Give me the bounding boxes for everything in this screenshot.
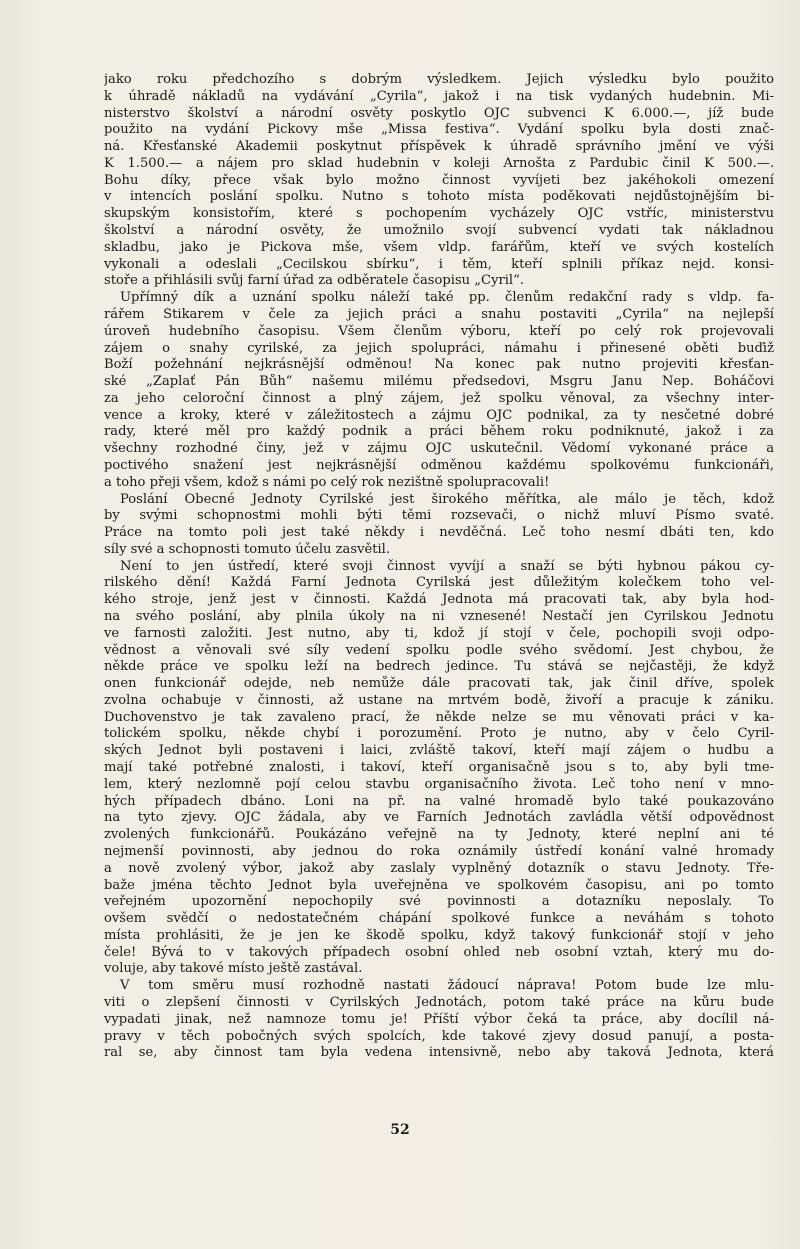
text-line: úroveň hudebního časopisu. Všem členům výboru, kteří po celý rok projevovali [104, 323, 774, 339]
text-line: vence a kroky, které v záležitostech a zájmu OJC podnikal, za ty nesčetné dobré [104, 407, 774, 423]
text-line: viti o zlepšení činnosti v Cyrilských Jednotách, potom také práce na kůru bude [104, 994, 774, 1010]
text-line: poctivého snažení jest nejkrásnější odměnou každému spolkovému funkcionáři, [104, 457, 774, 473]
text-line: ských Jednot byli postaveni i laici, zvláště takoví, kteří mají zájem o hudbu a [104, 743, 774, 759]
text-line: a toho přeji všem, kdož s námi po celý rok nezištně spolupracovali! [104, 474, 550, 490]
text-line: Duchovenstvo je tak zavaleno prací, že někde nelze se mu věnovati práci v ka- [104, 709, 774, 725]
text-line: ral se, aby činnost tam byla vedena intensivně, nebo aby taková Jednota, která [104, 1045, 774, 1061]
text-line: ovšem svědčí o nedostatečném chápání spolkové funkce a neváhám s tohoto [104, 911, 774, 927]
text-line: Práce na tomto poli jest také někdy i nevděčná. Leč toho nesmí dbáti ten, kdo [104, 525, 774, 541]
text-line: rářem Štikarem v čele za jejich práci a snahu postaviti „Cyrila“ na nejlepší [104, 306, 774, 322]
text-line: zvolna ochabuje v činnosti, až ustane na mrtvém bodě, živoří a pracuje k zániku. [104, 692, 774, 708]
text-line: na svého poslání, aby plnila úkoly na ni vznesené! Nestačí jen Cyrilskou Jednotu [104, 609, 774, 624]
text-line: baže jména těchto Jednot byla uveřejněna ve spolkovém časopisu, ani po tomto [104, 877, 774, 893]
text-line: Bohu díky, přece však bylo možno činnost vyvíjeti bez jakéhokoli omezení [104, 172, 774, 188]
text-line: vypadati jinak, než namnoze tomu je! Příští výbor čeká ta práce, aby docílil ná- [104, 1011, 774, 1027]
text-line: V tom směru musí rozhodně nastati žádoucí náprava! Potom bude lze mlu- [120, 978, 774, 994]
text-line: někde práce ve spolku leží na bedrech jedince. Tu stává se nejčastěji, že když [104, 659, 774, 675]
text-line: všechny rozhodné činy, jež v zájmu OJC uskutečnil. Vědomí vykonané práce a [104, 441, 774, 457]
text-line: Upřímný dík a uznání spolku náleží také pp. členům redakční rady s vldp. fa- [120, 290, 774, 306]
text-line: skupským konsistořím, které s pochopením vycházely OJC vstříc, ministerstvu [104, 206, 774, 222]
page-number: 52 [390, 1122, 410, 1138]
text-line: onen funkcionář odejde, neb nemůže dále pracovati tak, jak činil dříve, spolek [104, 676, 774, 692]
text-line: čele! Bývá to v takových případech osobní ohled neb osobní vztah, který mu do- [104, 944, 774, 960]
text-line: za jeho celoroční činnost a plný zájem, jež spolku věnoval, za všechny inter- [104, 390, 774, 406]
text-line: školství a národní osvěty, že umožnilo svojí subvencí vydati tak nákladnou [104, 223, 774, 239]
text-line: Boží požehnání nejkrásnější odměnou! Na konec pak nutno projeviti křesťan- [104, 357, 774, 373]
text-line: kého stroje, jenž jest v činnosti. Každá Jednota má pracovati tak, aby byla hod- [104, 592, 774, 608]
text-line: zájem o snahy cyrilské, za jejich spolupráci, námahu i přinesené oběti buďiž [104, 340, 774, 356]
text-line: Není to jen ústředí, které svoji činnost vyvíjí a snaží se býti hybnou pákou cy- [120, 558, 774, 574]
text-line: stoře a přihlásili svůj farní úřad za odběratele časopisu „Cyril“. [104, 273, 524, 289]
text-line: a nově zvolený výbor, jakož aby zaslaly vyplněný dotazník o stavu Jednoty. Tře- [104, 860, 774, 876]
text-line: veřejném upozornění nepochopily své povinnosti a dotazníku neposlaly. To [104, 894, 774, 910]
text-line: nisterstvo školství a národní osvěty poskytlo OJC subvenci K 6.000.—, jíž bude [104, 105, 774, 121]
text-line: místa prohlásiti, že je jen ke škodě spolku, když takový funkcionář stojí v jeho [104, 927, 774, 943]
text-line: vědnost a věnovali své síly vedení spolku podle svého svědomí. Jest chybou, že [104, 642, 774, 658]
text-line: by svými schopnostmi mohli býti těmi rozsevači, o nichž mluví Písmo svaté. [104, 508, 774, 524]
text-line: ské „Zaplať Pán Bůh“ našemu milému předsedovi, Msgru Janu Nep. Boháčovi [104, 374, 774, 390]
text-line: tolickém spolku, někde chybí i porozumění. Proto je nutno, aby v čelo Cyril- [104, 726, 774, 742]
text-line: vykonali a odeslali „Cecilskou sbírku“, i těm, kteří splnili příkaz nejd. konsi- [104, 256, 774, 272]
text-line: jako roku předchozího s dobrým výsledkem. Jejich výsledku bylo použito [104, 72, 774, 87]
text-line: použito na vydání Pickovy mše „Missa festiva“. Vydání spolku byla dosti znač- [104, 122, 774, 138]
text-line: nejmenší povinnosti, aby jednou do roka oznámily ústředí konání valné hromady [104, 843, 774, 859]
text-line: Poslání Obecné Jednoty Cyrilské jest širokého měřítka, ale málo je těch, kdož [120, 491, 774, 507]
text-line: zvolených funkcionářů. Poukázáno veřejně na ty Jednoty, které neplní ani té [104, 827, 774, 843]
text-line: v intencích poslání spolku. Nutno s tohoto místa poděkovati nejdůstojnějším bi- [104, 189, 774, 205]
text-line: mají také potřebné znalosti, i takoví, kteří organisačně jsou s to, aby byli tme- [104, 760, 774, 776]
text-line: rady, které měl pro každý podnik a práci během roku podniknuté, jakož i za [104, 424, 774, 440]
text-line: síly své a schopnosti tomuto účelu zasvětil. [104, 541, 391, 557]
text-line: hých případech dbáno. Loni na př. na valné hromadě bylo také poukazováno [104, 793, 774, 809]
text-line: K 1.500.— a nájem pro sklad hudebnin v koleji Arnošta z Pardubic činil K 500.—. [104, 155, 774, 171]
text-line: voluje, aby takové místo ještě zastával. [104, 961, 363, 977]
text-line: lem, který nezlomně pojí celou stavbu organisačního života. Leč toho není v mno- [104, 776, 774, 792]
text-line: ve farnosti založiti. Jest nutno, aby ti, kdož jí stojí v čele, pochopili svoji odpo- [104, 625, 774, 641]
text-line: k úhradě nákladů na vydávání „Cyrila“, jakož i na tisk vydaných hudebnin. Mi- [104, 88, 774, 104]
body-text [104, 72, 774, 1062]
text-line: skladbu, jako je Pickova mše, všem vldp. farářům, kteří ve svých kostelích [104, 239, 774, 255]
text-line: na tyto zjevy. OJC žádala, aby ve Farních Jednotách zavládla větší odpovědnost [104, 810, 774, 826]
text-line: rilského dění! Každá Farní Jednota Cyrilská jest důležitým kolečkem toho vel- [104, 575, 774, 591]
text-line: pravy v těch pobočných svých spolcích, kde takové zjevy dosud panují, a posta- [104, 1028, 774, 1044]
text-line: ná. Křesťanské Akademii poskytnut příspěvek k úhradě správního jmění ve výši [104, 139, 774, 155]
